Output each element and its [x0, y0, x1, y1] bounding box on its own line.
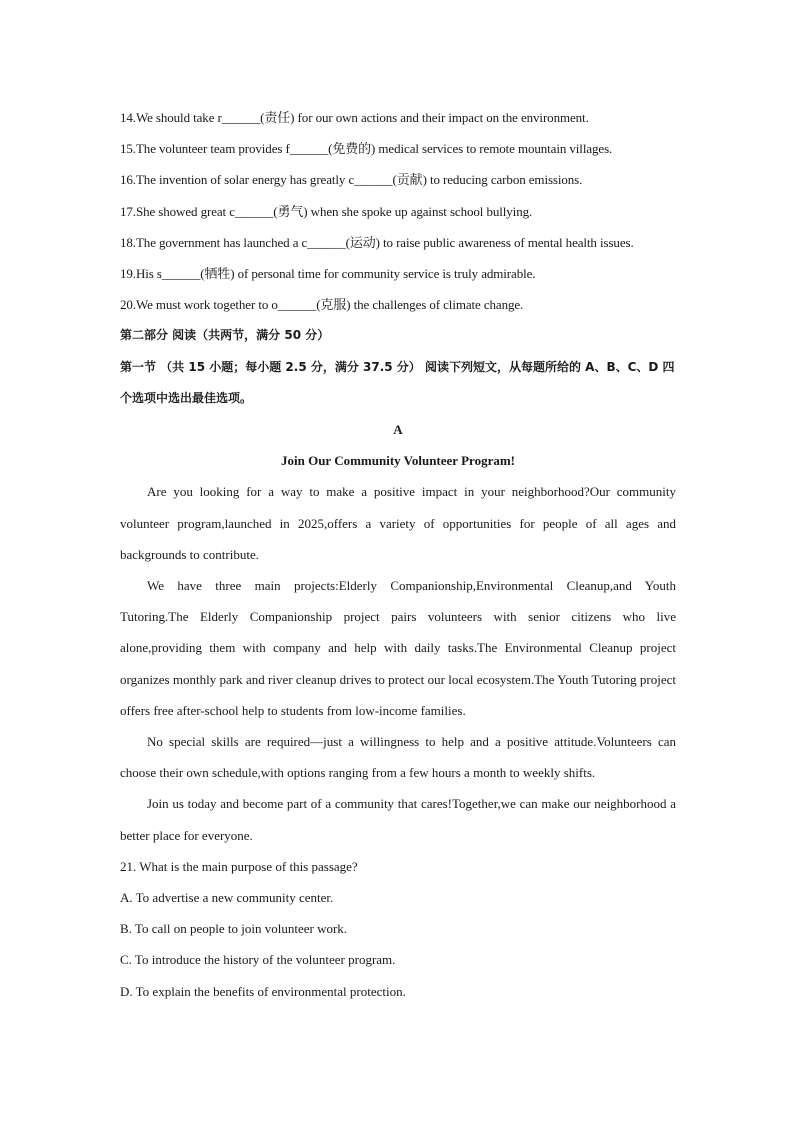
passage-paragraph: We have three main projects:Elderly Companionship,Environmental Cleanup,and Youth Tutoring.The Elderly Companionship project pairs volunteers with senior citizens who live alone,providing them with company and help with daily tasks.The Environmental Cleanup project organizes monthly park and river cleanup drives to protect our local ecosystem.The Youth Tutoring project offers free after-school help to students from low-income families.	[120, 577, 676, 718]
vocab-item-17: 17.She showed great c______(勇气) when she spoke up against school bullying.	[120, 203, 533, 219]
passage-paragraph: No special skills are required—just a willingness to help and a positive attitude.Volunteers can choose their own schedule,with options ranging from a few hours a month to weekly shifts.	[120, 733, 676, 781]
passage-title: Join Our Community Volunteer Program!	[280, 453, 515, 469]
passage-body	[120, 476, 676, 850]
passage-label: A	[393, 421, 403, 437]
part-heading: 第二部分 阅读（共两节，满分 50 分）	[120, 328, 330, 343]
vocab-item-19: 19.His s______(牺牲) of personal time for community service is truly admirable.	[120, 265, 536, 281]
option-c[interactable]: C. To introduce the history of the volunteer program.	[120, 952, 396, 968]
question-21	[120, 851, 676, 1007]
vocab-list	[120, 102, 676, 320]
vocab-item-15: 15.The volunteer team provides f______(免费的) medical services to remote mountain villages.	[120, 141, 613, 157]
passage-paragraph: Join us today and become part of a community that cares!Together,we can make our neighborhood a better place for everyone.	[120, 796, 676, 843]
vocab-item-20: 20.We must work together to o______(克服) the challenges of climate change.	[120, 297, 524, 313]
vocab-item-18: 18.The government has launched a c______(运动) to raise public awareness of mental health issues.	[120, 234, 634, 250]
section-heading: 第一节 （共 15 小题；每小题 2.5 分，满分 37.5 分） 阅读下列短文，从每题所给的 A、B、C、D 四个选项中选出最佳选项。	[120, 359, 675, 405]
option-d[interactable]: D. To explain the benefits of environmental protection.	[120, 983, 406, 999]
option-a[interactable]: A. To advertise a new community center.	[120, 889, 334, 905]
exam-page	[120, 102, 676, 1007]
option-b[interactable]: B. To call on people to join volunteer work.	[120, 921, 348, 937]
passage-paragraph: Are you looking for a way to make a positive impact in your neighborhood?Our community volunteer program,launched in 2025,offers a variety of opportunities for people of all ages and backgrounds to contribute.	[120, 484, 676, 562]
vocab-item-14: 14.We should take r______(责任) for our own actions and their impact on the environment.	[120, 110, 589, 125]
vocab-item-16: 16.The invention of solar energy has greatly c______(贡献) to reducing carbon emissions.	[120, 172, 583, 188]
question-stem: 21. What is the main purpose of this passage?	[120, 858, 358, 874]
